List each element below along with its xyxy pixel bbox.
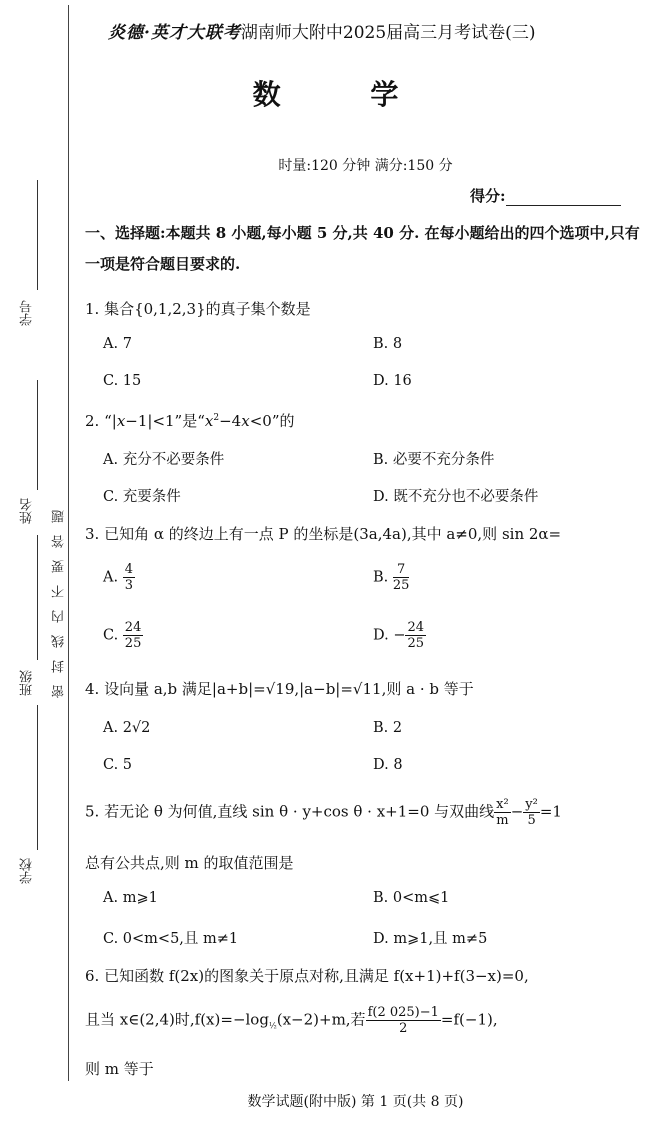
q5-fraction-y: $\frac{\text{y²}}{5}$ [525, 797, 538, 828]
q6-stem-line1: 6. 已知函数 f(2x)的图象关于原点对称,且满足 f(x+1)+f(3−x)=0, [85, 967, 529, 985]
exam-name: 湖南师大附中2025届高三月考试卷(三) [240, 23, 536, 43]
q5-fraction-x: $\frac{\text{x²}}{m}$ [496, 797, 509, 828]
score-field[interactable] [470, 185, 621, 206]
q5-option-c: C. 0<m<5,且 m≠1 [103, 931, 239, 947]
q1-option-a: A. 7 [103, 336, 132, 352]
id-blank-line [37, 180, 38, 290]
q2-stem: 2. “|x−1|<1”是“$x^2-4x<0$”的 [85, 412, 295, 430]
q5-stem-cont: 总有公共点,则 m 的取值范围是 [85, 854, 294, 872]
q3-a-fraction: $\frac{4}{3}$ [124, 562, 133, 593]
q3-stem: 3. 已知角 α 的终边上有一点 P 的坐标是(3a,4a),其中 a≠0,则 sin 2α= [85, 525, 562, 543]
q2-option-a: A. 充分不必要条件 [103, 452, 225, 468]
class-blank-line [37, 535, 38, 660]
page-footer: 数学试题(附中版) 第 1 页(共 8 页) [247, 1094, 464, 1110]
side-label-school: 学校 [20, 858, 35, 884]
school-blank-line [37, 705, 38, 850]
page-title: 数 学 [252, 78, 439, 111]
seal-warning-text: 密封线内不要答题 [52, 498, 67, 698]
name-blank-line [37, 380, 38, 490]
exam-header [108, 18, 535, 43]
side-label-id: 学号 [20, 300, 35, 326]
q1-option-c: C. 15 [103, 373, 142, 389]
q2-option-b: B. 必要不充分条件 [373, 452, 495, 468]
q6-stem-line3: 则 m 等于 [85, 1060, 154, 1078]
q4-option-c: C. 5 [103, 757, 133, 773]
q3-c-fraction: $\frac{24}{25}$ [124, 620, 142, 651]
score-blank[interactable] [506, 191, 621, 206]
q4-option-b: B. 2 [373, 720, 403, 736]
q3-b-fraction: $\frac{7}{25}$ [392, 562, 410, 593]
q4-option-d: D. 8 [373, 757, 403, 773]
q4-stem: 4. 设向量 a,b 满足|a+b|=√19,|a−b|=√11,则 a · b 等于 [85, 680, 474, 698]
q5-option-d: D. m⩾1,且 m≠5 [373, 931, 488, 947]
section-heading: 一、选择题:本题共 8 小题,每小题 5 分,共 40 分. 在每小题给出的四个选项中,只有一项是符合题目要求的. [85, 224, 640, 273]
q1-stem: 1. 集合{0,1,2,3}的真子集个数是 [85, 300, 311, 318]
brand-name: 炎德·英才大联考 [108, 23, 241, 43]
q6-stem-line2: 且当 x∈(2,4)时$,f(x)=-\log_{\frac{1}{2}}(x-2)+m$,若 $\frac{f(2 025)-1}{2}$ =f(−1), [85, 1005, 498, 1036]
q3-option-a: A. $\frac{4}{3}$ [103, 562, 133, 593]
q3-option-b: B. $\frac{7}{25}$ [373, 562, 410, 593]
q5-option-a: A. m⩾1 [103, 890, 158, 906]
q3-option-d: D. − $\frac{24}{25}$ [373, 620, 425, 651]
q4-option-a: A. 2√2 [103, 720, 151, 736]
side-label-name: 姓名 [20, 498, 35, 524]
q3-d-fraction: $\frac{24}{25}$ [407, 620, 425, 651]
q6-fraction: $\frac{f(2 025)-1}{2}$ [367, 1005, 439, 1036]
time-info: 时量:120 分钟 满分:150 分 [278, 158, 453, 174]
side-label-class: 班级 [20, 670, 35, 696]
q5-option-b: B. 0<m⩽1 [373, 890, 450, 906]
q5-stem: 5. 若无论 θ 为何值,直线 sin θ · y+cos θ · x+1=0 与双曲线 $\frac{\text{x²}}{m}$ − $\frac{\text{y²}}{5}$ =1 [85, 797, 562, 828]
q1-option-d: D. 16 [373, 373, 412, 389]
q2-option-c: C. 充要条件 [103, 489, 181, 505]
q1-option-b: B. 8 [373, 336, 403, 352]
score-label: 得分: [470, 187, 506, 205]
q2-option-d: D. 既不充分也不必要条件 [373, 489, 539, 505]
q3-option-c: C. $\frac{24}{25}$ [103, 620, 142, 651]
